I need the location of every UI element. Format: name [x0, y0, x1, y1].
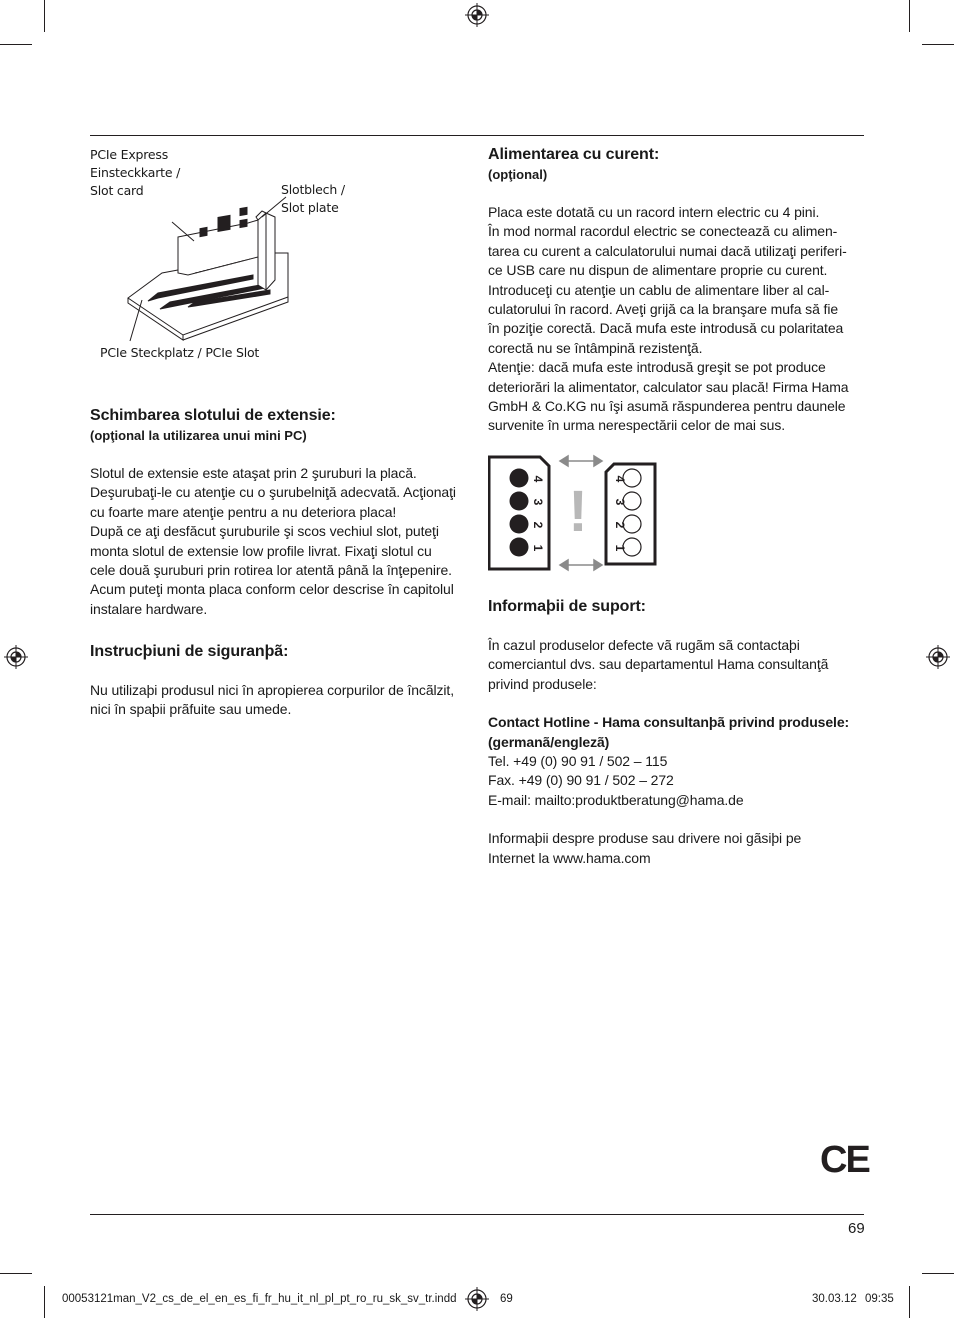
registration-mark-icon — [465, 3, 489, 27]
crop-mark — [922, 1273, 954, 1274]
top-rule — [90, 135, 864, 136]
pin-label: 1 — [613, 544, 627, 552]
footer-time: 09:35 — [865, 1293, 894, 1305]
email-link[interactable]: E-mail: mailto:produktberatung@hama.de — [488, 791, 744, 808]
crop-mark — [44, 1286, 45, 1318]
pin-label: 1 — [531, 544, 545, 552]
hotline-language: (germanã/englezã) — [488, 733, 610, 750]
registration-mark-icon — [4, 645, 28, 669]
page-number: 69 — [848, 1220, 865, 1237]
section-body: Slotul de extensie este ataşat prin 2 şuruburi la placă. Deşurubaţi-le cu atenţie cu o şurubelniţă adecvată. Acţionaţi cu foarte mare atenţie pentru a nu deteriora placa! După ce aţi desfăcut şuruburile şi scos vechiul slot, puteţi monta slotul de extensie low profile livrat. Fixaţi slotul cu cele două şuruburi prin rotirea lor atentă până la înţepenire. Acum puteţi monta placa conform celor descrise în capitolul instalare hardware. — [90, 465, 456, 617]
crop-mark — [0, 1273, 32, 1274]
figure-label-card: PCIe Express Einsteckkarte / Slot card — [90, 147, 181, 198]
pin-icon — [510, 538, 529, 557]
phone: Tel. +49 (0) 90 91 / 502 – 115 — [488, 753, 668, 770]
section-expansion-slot — [90, 406, 470, 619]
section-safety — [90, 642, 470, 720]
section-title: Alimentarea cu curent: — [488, 146, 660, 163]
hotline-title: Contact Hotline - Hama consultanþã privind produsele: — [488, 714, 850, 731]
section-title: Schimbarea slotului de extensie: — [90, 407, 336, 424]
section-body: Placa este dotată cu un racord intern electric cu 4 pini. În mod normal racordul electric se conectează cu alimen- tarea cu curent a calculatorului numai dacă utilizaţi periferi- ce USB care nu dispun de alimentare proprie cu curent. Introduceţi cu atenţie un cablu de alimentare liber al cal- culatorului în racord. Aveţi grijă ca la branşare mufa să fie în poziţie corectă. Dacă mufa este introdusă cu polaritatea corectă nu se întâmpină rezistenţă. Atenţie: dacă mufa este introdusă greşit se pot produce deteriorări la alimentator, calculator sau placă! Firma Hama GmbH & Co.KG nu îşi asumă răspunderea pentru daunele survenite în urma nerespectării celor de mai sus. — [488, 204, 849, 434]
pin-label: 3 — [613, 498, 627, 506]
crop-mark — [0, 44, 32, 45]
pcie-card-illustration — [90, 195, 380, 345]
pin-label: 2 — [531, 521, 545, 529]
figure-label-plate: Slotblech / Slot plate — [281, 182, 345, 215]
bottom-rule — [90, 1214, 864, 1215]
warning-icon: ! — [568, 479, 588, 544]
figure-label-slot: PCIe Steckplatz / PCIe Slot — [100, 345, 260, 360]
section-power — [488, 145, 864, 436]
section-body: Nu utilizaþi produsul nici în apropierea corpurilor de încãlzit, nici în spaþii prãfuite sau umede. — [90, 682, 455, 718]
crop-mark — [922, 44, 954, 45]
pin-label: 2 — [613, 521, 627, 529]
section-support — [488, 597, 868, 868]
closing-text: Informaþii despre produse sau drivere noi gãsiþi pe Internet la www.hama.com — [488, 830, 802, 866]
crop-mark — [909, 1286, 910, 1318]
power-connector-diagram — [488, 452, 660, 574]
pin-icon — [510, 515, 529, 534]
crop-mark — [909, 0, 910, 32]
pin-label: 4 — [613, 475, 627, 483]
registration-mark-icon — [926, 645, 950, 669]
section-body: În cazul produselor defecte vã rugãm sã contactaþi comerciantul dvs. sau departamentul Hama consultanţã privind produsele: — [488, 637, 829, 692]
ce-mark-icon: CE — [820, 1139, 869, 1181]
registration-mark-icon — [465, 1287, 489, 1311]
section-title: Informaþii de suport: — [488, 598, 646, 615]
pin-label: 4 — [531, 475, 545, 483]
section-title: Instrucþiuni de siguranþã: — [90, 643, 289, 660]
footer-date: 30.03.12 — [812, 1293, 857, 1305]
section-subtitle: (opţional) — [488, 167, 548, 182]
pin-icon — [510, 469, 529, 488]
fax: Fax. +49 (0) 90 91 / 502 – 272 — [488, 772, 674, 789]
footer-filename: 00053121man_V2_cs_de_el_en_es_fi_fr_hu_it_nl_pl_pt_ro_ru_sk_sv_tr.indd — [62, 1293, 457, 1305]
footer-page: 69 — [500, 1293, 513, 1305]
hotline-block — [488, 713, 868, 810]
section-subtitle: (opţional la utilizarea unui mini PC) — [90, 428, 307, 443]
crop-mark — [44, 0, 45, 32]
pin-label: 3 — [531, 498, 545, 506]
pin-icon — [510, 492, 529, 511]
